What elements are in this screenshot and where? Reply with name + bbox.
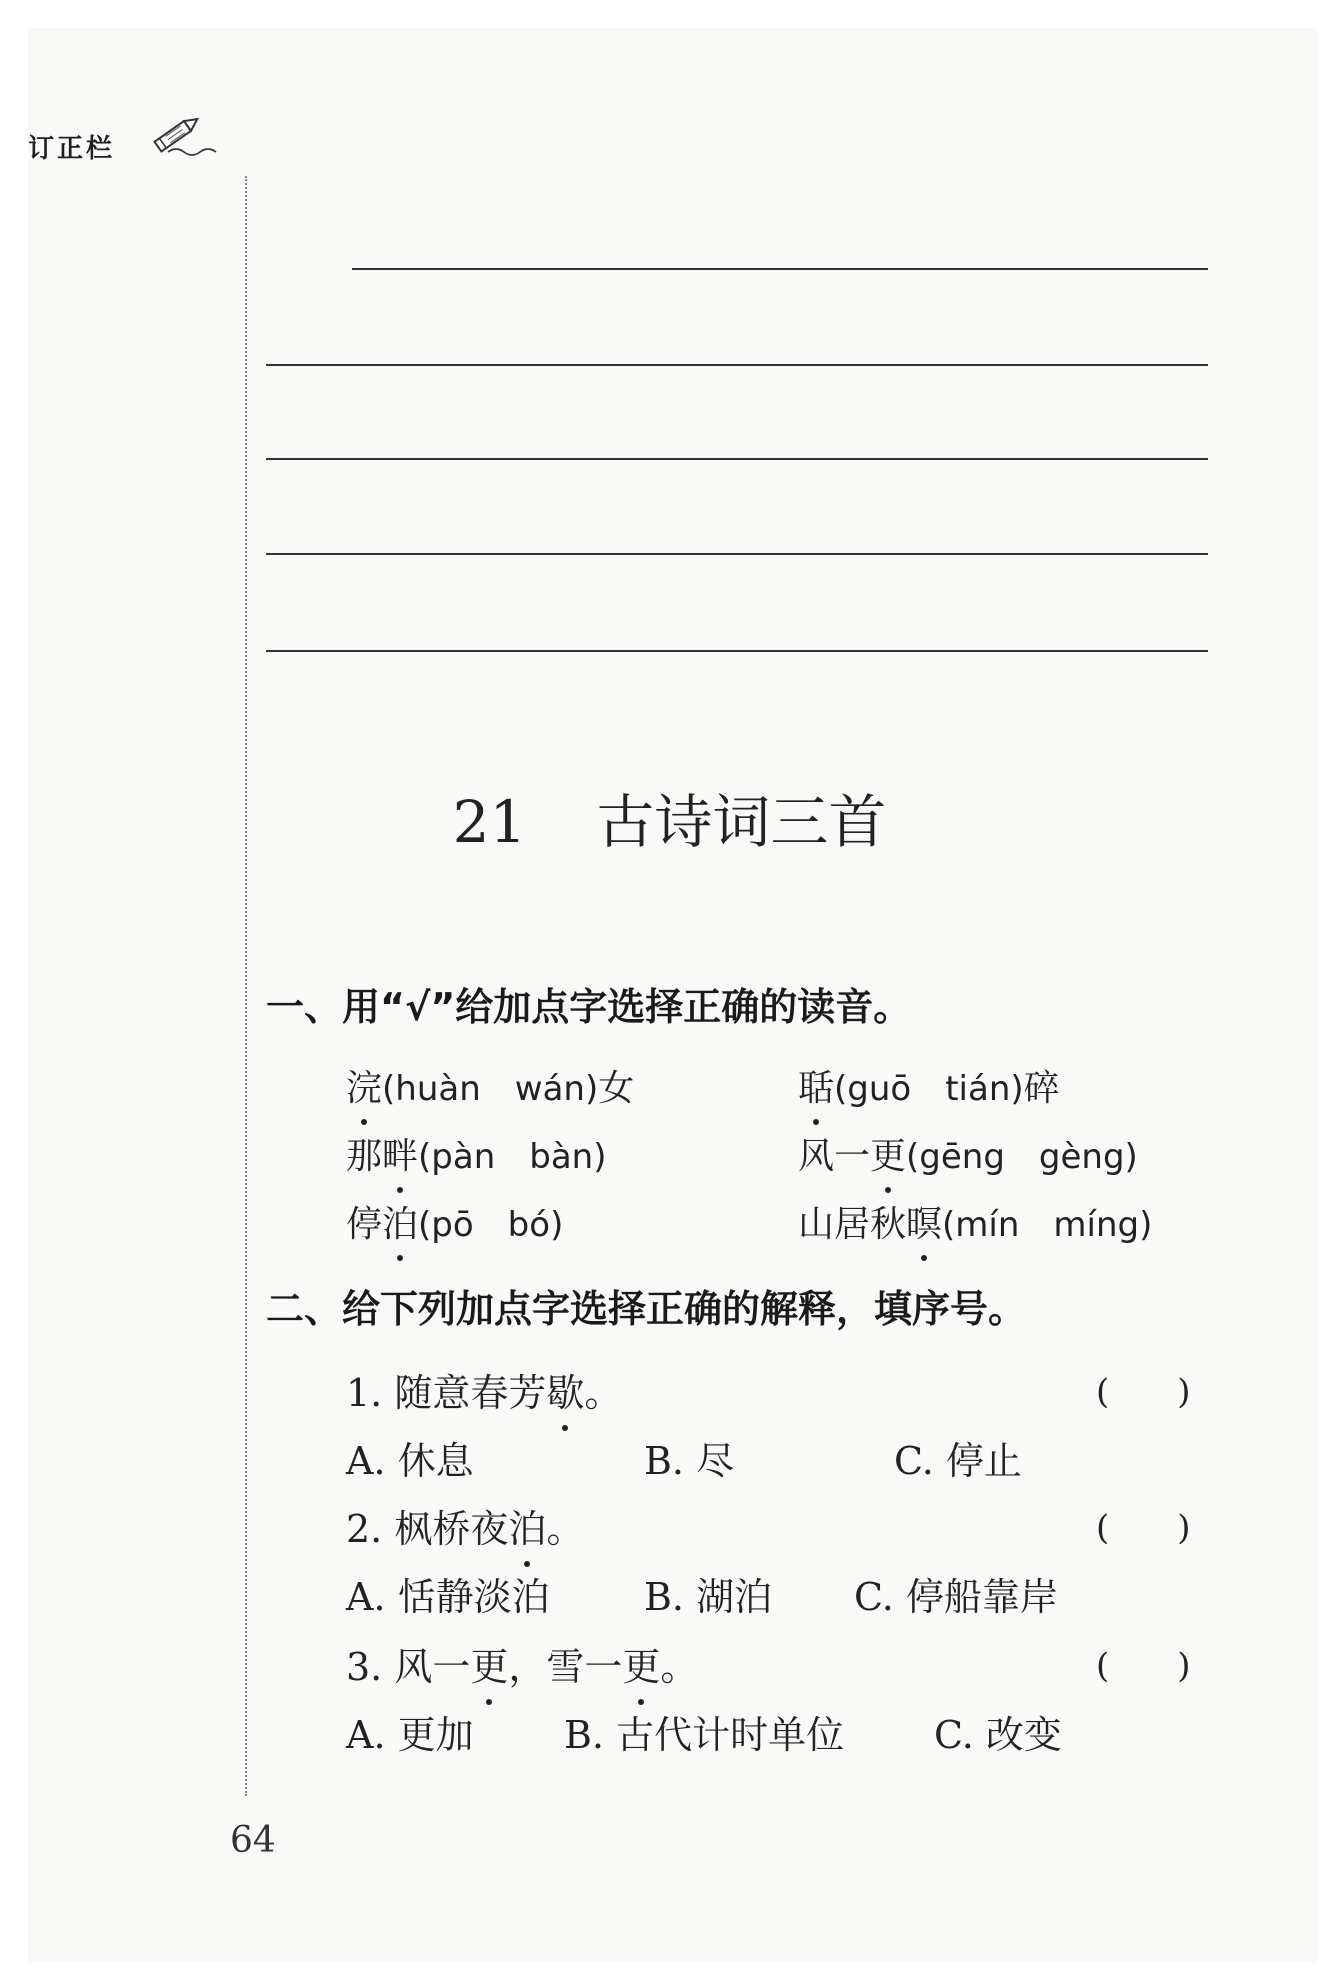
answer-bracket[interactable]: ( ): [1096, 1646, 1191, 1686]
pinyin-item: 风一更(gēng gèng): [798, 1128, 1138, 1179]
option: A. 恬静淡泊: [346, 1575, 550, 1619]
option: B. 尽: [644, 1439, 735, 1483]
lesson-title: [0, 775, 1339, 859]
option: B. 湖泊: [644, 1575, 773, 1619]
option: C. 停止: [894, 1439, 1022, 1483]
answer-line: [266, 650, 1208, 652]
lesson-name: 古诗词三首: [596, 788, 887, 856]
option: B. 古代计时单位: [564, 1713, 845, 1757]
answer-bracket[interactable]: ( ): [1096, 1508, 1191, 1548]
pinyin-item: 聒(guō tián)碎: [798, 1060, 1060, 1111]
section-2-heading: 二、给下列加点字选择正确的解释，填序号。: [266, 1287, 1027, 1331]
pinyin-item: 停泊(pō bó): [346, 1196, 563, 1247]
question-2: 2. 枫桥夜泊。: [346, 1498, 584, 1553]
lesson-number: 21: [452, 788, 527, 856]
question-3: 3. 风一更，雪一更。: [346, 1636, 698, 1691]
correction-column-label: 订正栏: [28, 134, 116, 164]
option: A. 休息: [346, 1439, 474, 1483]
option: C. 改变: [934, 1713, 1062, 1757]
pinyin-item: 那畔(pàn bàn): [346, 1128, 607, 1179]
option: C. 停船靠岸: [854, 1575, 1058, 1619]
pinyin-item: 山居秋暝(mín míng): [798, 1196, 1152, 1247]
answer-line: [266, 364, 1208, 366]
pencil-icon: [146, 104, 226, 164]
margin-dotted-divider: [245, 176, 247, 1796]
answer-line: [352, 268, 1208, 270]
question-1: 1. 随意春芳歇。: [346, 1362, 622, 1417]
page-number: 64: [230, 1820, 276, 1861]
answer-line: [266, 458, 1208, 460]
pinyin-item: 浣(huàn wán)女: [346, 1060, 634, 1111]
answer-bracket[interactable]: ( ): [1096, 1372, 1191, 1412]
answer-line: [266, 553, 1208, 555]
option: A. 更加: [346, 1713, 474, 1757]
section-1-heading: 一、用“√”给加点字选择正确的读音。: [266, 985, 912, 1029]
